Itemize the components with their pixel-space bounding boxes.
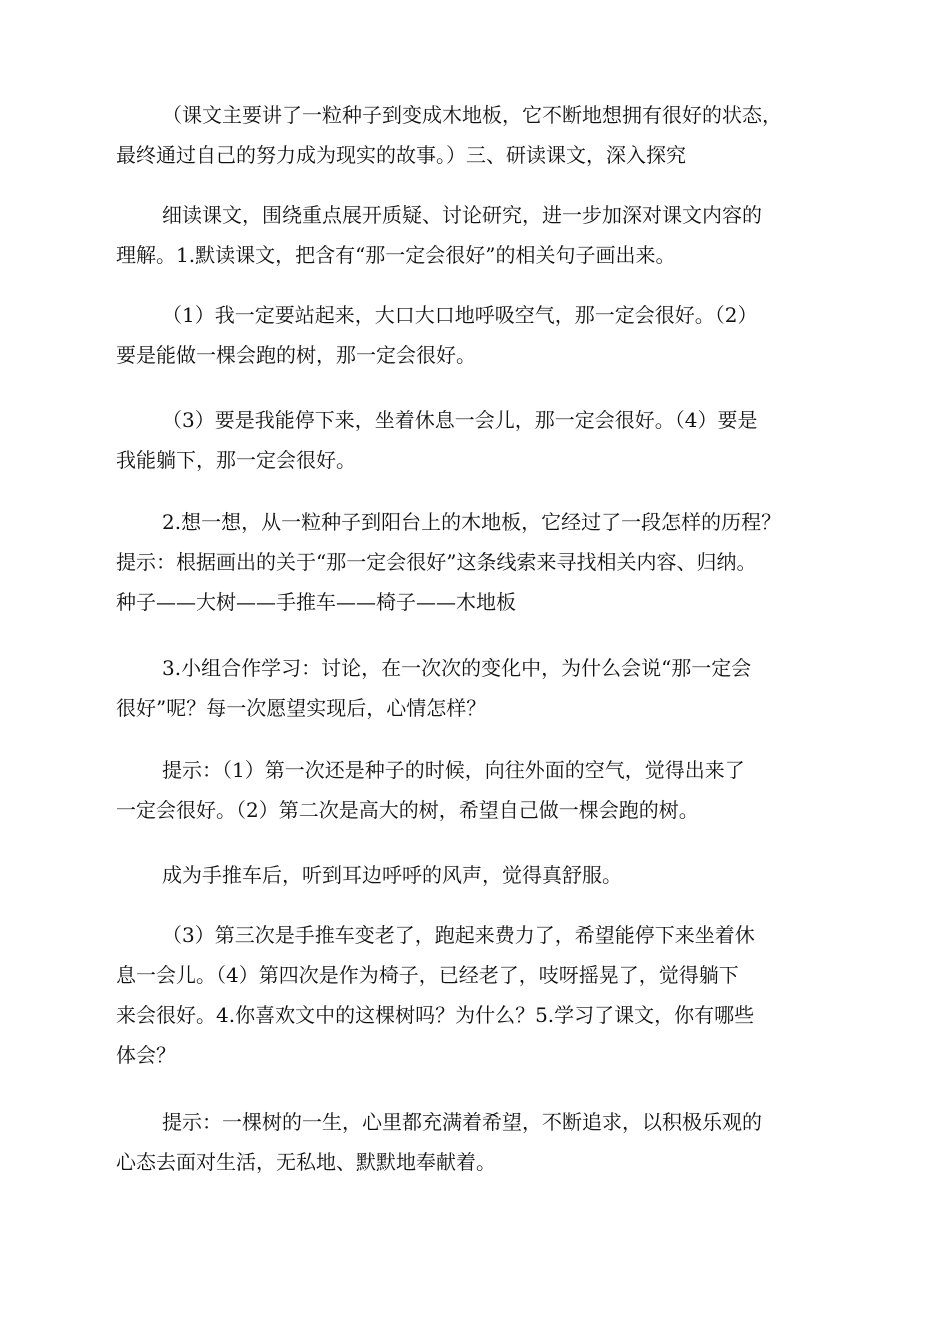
text-line: 我能躺下，那一定会很好。 bbox=[116, 448, 356, 472]
text-line: （1）我一定要站起来，大口大口地呼吸空气，那一定会很好。（2） bbox=[162, 303, 758, 327]
text-line: 一定会很好。（2）第二次是高大的树，希望自己做一棵会跑的树。 bbox=[116, 798, 699, 822]
paragraph-summary bbox=[116, 95, 836, 175]
text-line: 息一会儿。（4）第四次是作为椅子，已经老了，吱呀摇晃了，觉得躺下 bbox=[116, 963, 739, 987]
text-line: 要是能做一棵会跑的树，那一定会很好。 bbox=[116, 343, 476, 367]
paragraph-cart bbox=[116, 855, 836, 895]
text-line: 提示：根据画出的关于“那一定会很好”这条线索来寻找相关内容、归纳。 bbox=[116, 550, 757, 574]
text-line: 3.小组合作学习：讨论，在一次次的变化中，为什么会说“那一定会 bbox=[162, 656, 752, 680]
paragraph-hint-3-4 bbox=[116, 915, 836, 1075]
text-line: 最终通过自己的努力成为现实的故事。）三、研读课文，深入探究 bbox=[116, 143, 686, 167]
text-line: （3）要是我能停下来，坐着休息一会儿，那一定会很好。（4）要是 bbox=[162, 408, 758, 432]
text-line: 心态去面对生活，无私地、默默地奉献着。 bbox=[116, 1150, 496, 1174]
paragraph-hint-1-2 bbox=[116, 750, 836, 830]
paragraph-sentences-3-4 bbox=[116, 400, 836, 480]
paragraph-final-hint bbox=[116, 1102, 836, 1182]
text-line: 细读课文，围绕重点展开质疑、讨论研究，进一步加深对课文内容的 bbox=[162, 203, 762, 227]
paragraph-close-reading bbox=[116, 195, 836, 275]
text-line: 来会很好。4.你喜欢文中的这棵树吗？为什么？5.学习了课文，你有哪些 bbox=[116, 1003, 755, 1027]
paragraph-question-2 bbox=[116, 502, 836, 622]
text-line: 提示：（1）第一次还是种子的时候，向往外面的空气，觉得出来了 bbox=[162, 758, 745, 782]
text-line: 种子——大树——手推车——椅子——木地板 bbox=[116, 590, 516, 614]
paragraph-question-3 bbox=[116, 648, 836, 728]
text-line: 成为手推车后，听到耳边呼呼的风声，觉得真舒服。 bbox=[162, 863, 622, 887]
text-line: 提示：一棵树的一生，心里都充满着希望，不断追求，以积极乐观的 bbox=[162, 1110, 762, 1134]
text-line: 体会？ bbox=[116, 1043, 176, 1067]
text-line: （3）第三次是手推车变老了，跑起来费力了，希望能停下来坐着休 bbox=[162, 923, 755, 947]
paragraph-sentences-1-2 bbox=[116, 295, 836, 375]
text-line: 理解。1.默读课文，把含有“那一定会很好”的相关句子画出来。 bbox=[116, 243, 676, 267]
text-line: 2.想一想，从一粒种子到阳台上的木地板，它经过了一段怎样的历程？ bbox=[162, 510, 782, 534]
text-line: （课文主要讲了一粒种子到变成木地板，它不断地想拥有很好的状态， bbox=[162, 103, 782, 127]
text-line: 很好”呢？每一次愿望实现后，心情怎样？ bbox=[116, 696, 487, 720]
